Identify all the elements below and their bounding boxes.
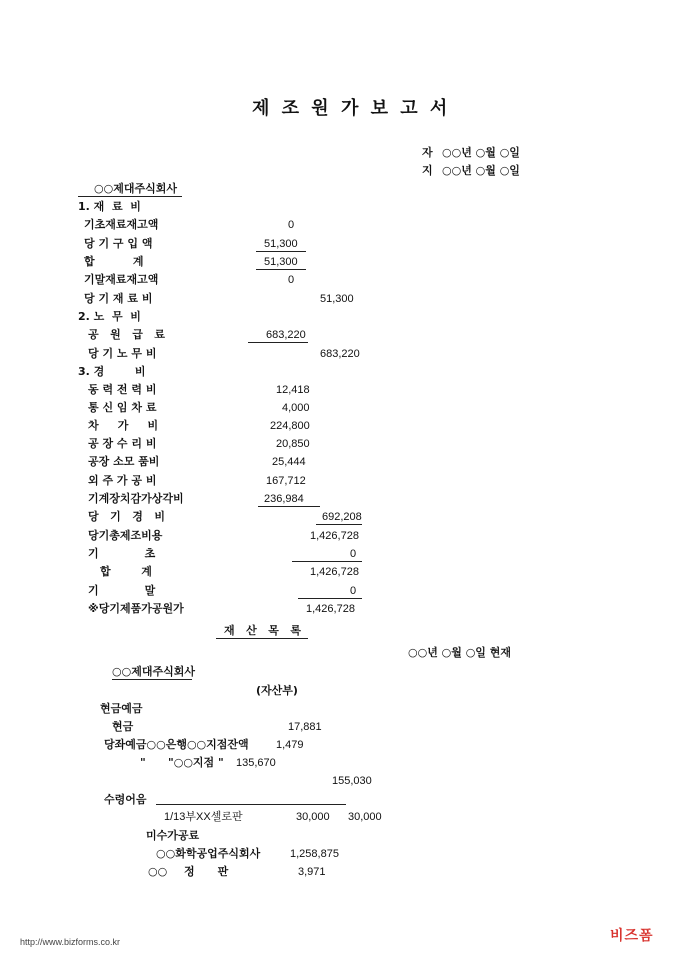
overhead-item-value: 20,850 [276, 438, 310, 450]
materials-sum-value: 51,300 [264, 256, 298, 268]
overhead-item-value: 25,444 [272, 456, 306, 468]
overhead-item-label: 통 신 임 차 료 [88, 401, 157, 414]
note-total: 30,000 [348, 811, 382, 823]
wip-begin-label: 기 초 [88, 547, 156, 560]
totals-sum-label: 합 계 [100, 565, 152, 578]
receivables-heading: 미수가공료 [146, 829, 200, 842]
period-to-label: 지 [422, 164, 433, 177]
cash-total: 155,030 [332, 775, 372, 787]
cash-heading: 현금예금 [100, 702, 143, 715]
footer-url-link[interactable]: http://www.bizforms.co.kr [20, 937, 121, 947]
period-from-date: ○○년 ○월 ○일 [442, 146, 520, 159]
branch-label: "○○지점 " [168, 756, 224, 769]
materials-purchases-label: 당 기 구 입 액 [84, 237, 153, 250]
company-name: ○○제대주식회사 [94, 182, 177, 195]
period-from-label: 자 [422, 146, 433, 159]
notes-underline [156, 804, 346, 805]
materials-beginning-label: 기초재료재고액 [84, 218, 159, 231]
branch-value: 135,670 [236, 757, 276, 769]
recv2-prefix: ○○ [148, 865, 168, 878]
checking-value: 1,479 [276, 739, 304, 751]
materials-current-value: 51,300 [320, 293, 354, 305]
materials-purchases-value: 51,300 [264, 238, 298, 250]
materials-ending-value: 0 [288, 274, 295, 286]
overhead-item-value: 12,418 [276, 384, 310, 396]
cogm-value: 1,426,728 [306, 603, 355, 615]
period-to-date: ○○년 ○월 ○일 [442, 164, 520, 177]
cogm-label: ※당기제품가공원가 [88, 602, 184, 615]
total-mfg-label: 당기총제조비용 [88, 529, 163, 542]
wip-end-underline [298, 598, 362, 599]
recv1-label: ○○화학공업주식회사 [156, 847, 261, 860]
overhead-current-underline [316, 524, 362, 525]
labor-current-value: 683,220 [320, 348, 360, 360]
materials-sum-underline [256, 269, 306, 270]
inventory-company-underline [112, 679, 192, 680]
inventory-as-of: ○○년 ○월 ○일 현재 [408, 646, 512, 659]
materials-sum-label: 합 계 [84, 255, 144, 268]
overhead-item-value: 167,712 [266, 475, 306, 487]
labor-wages-value: 683,220 [266, 329, 306, 341]
materials-beginning-value: 0 [288, 219, 295, 231]
wip-begin-underline [292, 561, 362, 562]
checking-label: 당좌예금○○은행○○지점잔액 [104, 738, 249, 751]
totals-sum-value: 1,426,728 [310, 566, 359, 578]
recv2-value: 3,971 [298, 866, 326, 878]
company-underline [78, 196, 182, 197]
overhead-item-value: 4,000 [282, 402, 310, 414]
overhead-current-value: 692,208 [322, 511, 362, 523]
wip-end-label: 기 말 [88, 584, 156, 597]
overhead-item-label: 기계장치감가상각비 [88, 492, 184, 505]
inventory-title: 재 산 목 록 [224, 624, 301, 637]
labor-wages-label: 공 원 급 료 [88, 328, 165, 341]
assets-heading: (자산부) [256, 684, 298, 697]
overhead-item-label: 공 장 수 리 비 [88, 437, 157, 450]
overhead-depreciation-underline [258, 506, 320, 507]
recv2-label: 정 판 [184, 865, 229, 878]
inventory-title-underline [216, 638, 308, 639]
overhead-item-label: 외 주 가 공 비 [88, 474, 157, 487]
overhead-item-label: 차 가 비 [88, 419, 159, 432]
overhead-heading: 3. 경 비 [78, 365, 146, 378]
labor-heading: 2. 노 무 비 [78, 310, 141, 323]
wip-end-value: 0 [350, 585, 357, 597]
bizforms-logo: 비즈폼 [610, 928, 654, 944]
report-title: 제 조 원 가 보 고 서 [252, 98, 451, 119]
overhead-current-label: 당 기 경 비 [88, 510, 165, 523]
inventory-company: ○○제대주식회사 [112, 665, 195, 678]
labor-wages-underline [248, 342, 308, 343]
overhead-item-value: 236,984 [264, 493, 304, 505]
wip-begin-value: 0 [350, 548, 357, 560]
ditto-mark: " [140, 756, 146, 769]
overhead-item-label: 동 력 전 력 비 [88, 383, 157, 396]
note-value: 30,000 [296, 811, 330, 823]
materials-heading: 1. 재 료 비 [78, 200, 141, 213]
note-label: 1/13부XX셀로판 [164, 811, 243, 823]
cash-value: 17,881 [288, 721, 322, 733]
materials-purchases-underline [256, 251, 306, 252]
cash-label: 현금 [112, 720, 134, 733]
materials-current-label: 당 기 재 료 비 [84, 292, 153, 305]
overhead-item-value: 224,800 [270, 420, 310, 432]
overhead-item-label: 공장 소모 품비 [88, 455, 160, 468]
labor-current-label: 당 기 노 무 비 [88, 347, 157, 360]
notes-heading: 수령어음 [104, 793, 147, 806]
total-mfg-value: 1,426,728 [310, 530, 359, 542]
recv1-value: 1,258,875 [290, 848, 339, 860]
materials-ending-label: 기말재료재고액 [84, 273, 159, 286]
